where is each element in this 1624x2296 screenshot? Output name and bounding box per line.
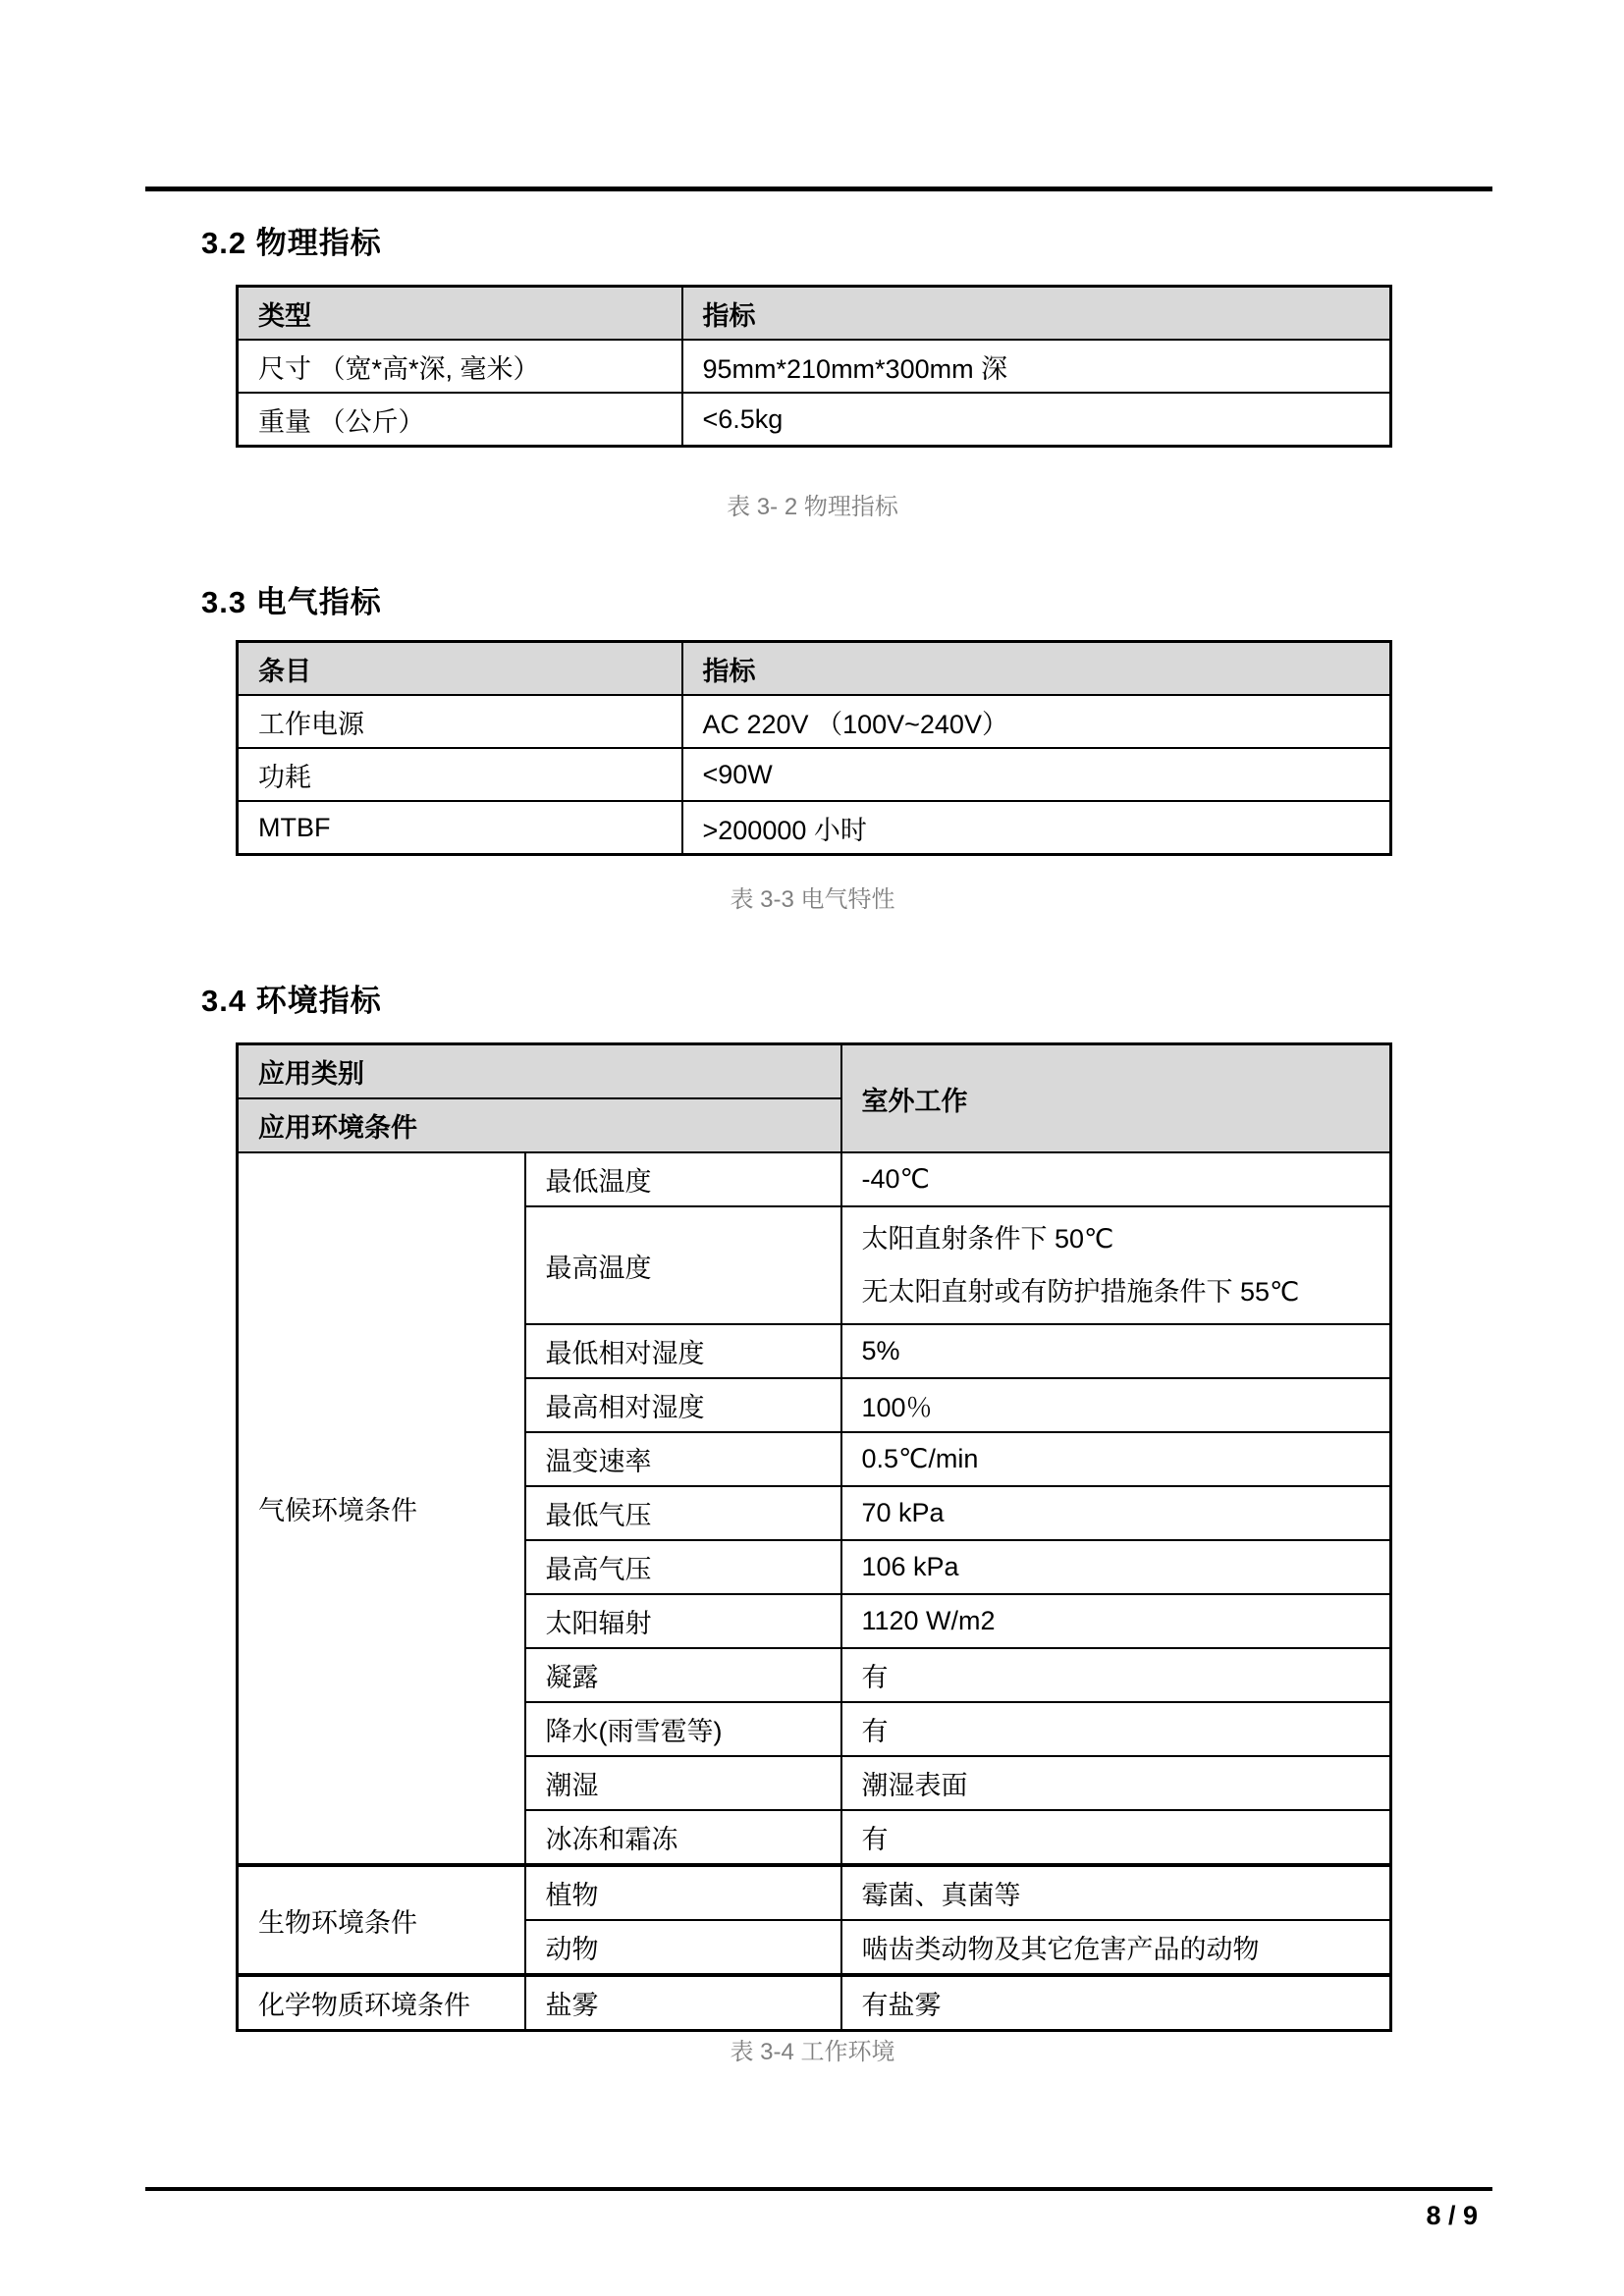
row-value-cell: 70 kPa — [841, 1486, 1391, 1540]
header-outdoor-operation: 室外工作 — [841, 1044, 1391, 1153]
table-header-row — [238, 287, 1391, 341]
table-caption-electrical: 表 3-3 电气特性 — [730, 886, 895, 913]
row-label-cell: 盐雾 — [525, 1975, 841, 2031]
row-value-cell: 106 kPa — [841, 1540, 1391, 1594]
row-label-cell: MTBF — [238, 801, 682, 855]
top-rule — [145, 187, 1492, 191]
row-value-cell — [841, 1206, 1391, 1324]
max-temp-line-2: 无太阳直射或有防护措施条件下 55℃ — [861, 1277, 1300, 1307]
table-row — [238, 801, 1391, 855]
row-value-cell: 1120 W/m2 — [841, 1594, 1391, 1648]
row-label-cell: 温变速率 — [525, 1432, 841, 1486]
group-label-climate: 气候环境条件 — [238, 1152, 525, 1865]
row-value-cell: 100％ — [841, 1378, 1391, 1432]
column-header-spec: 指标 — [682, 287, 1391, 341]
electrical-spec-table — [236, 640, 1392, 856]
row-label-cell: 凝露 — [525, 1648, 841, 1702]
row-label-cell: 最低温度 — [525, 1152, 841, 1206]
header-application-conditions: 应用环境条件 — [238, 1098, 841, 1152]
section-heading-physical: 3.2 物理指标 — [201, 226, 382, 260]
row-label-cell: 冰冻和霜冻 — [525, 1810, 841, 1865]
table-caption-physical: 表 3- 2 物理指标 — [727, 494, 898, 520]
row-value-cell: 0.5℃/min — [841, 1432, 1391, 1486]
row-label-cell: 最低气压 — [525, 1486, 841, 1540]
physical-spec-table — [236, 285, 1392, 448]
row-value-cell: <6.5kg — [682, 393, 1391, 447]
row-label-cell: 最高气压 — [525, 1540, 841, 1594]
row-value-cell: 有盐雾 — [841, 1975, 1391, 2031]
row-label-cell: 重量 （公斤） — [238, 393, 682, 447]
row-value-cell: 5% — [841, 1324, 1391, 1378]
environment-spec-table — [236, 1042, 1392, 2032]
row-label-cell: 降水(雨雪雹等) — [525, 1702, 841, 1756]
row-label-cell: 太阳辐射 — [525, 1594, 841, 1648]
table-row — [238, 748, 1391, 801]
column-header-spec: 指标 — [682, 642, 1391, 696]
section-heading-environment: 3.4 环境指标 — [201, 984, 382, 1018]
row-value-cell: <90W — [682, 748, 1391, 801]
table-row — [238, 1152, 1391, 1206]
row-value-cell: >200000 小时 — [682, 801, 1391, 855]
row-label-cell: 最高相对湿度 — [525, 1378, 841, 1432]
row-label-cell: 最高温度 — [525, 1206, 841, 1324]
row-value-cell: AC 220V （100V~240V） — [682, 695, 1391, 748]
row-value-cell: -40℃ — [841, 1152, 1391, 1206]
row-label-cell: 植物 — [525, 1865, 841, 1920]
table-row — [238, 695, 1391, 748]
row-value-cell: 有 — [841, 1810, 1391, 1865]
table-header-row — [238, 1044, 1391, 1099]
row-value-cell: 有 — [841, 1702, 1391, 1756]
footer-rule — [145, 2187, 1492, 2191]
table-row — [238, 1975, 1391, 2031]
max-temp-line-1: 太阳直射条件下 50℃ — [861, 1224, 1114, 1254]
table-row — [238, 393, 1391, 447]
row-value-cell: 有 — [841, 1648, 1391, 1702]
group-label-biological: 生物环境条件 — [238, 1865, 525, 1975]
row-label-cell: 潮湿 — [525, 1756, 841, 1810]
row-label-cell: 最低相对湿度 — [525, 1324, 841, 1378]
table-row — [238, 340, 1391, 393]
row-value-cell: 95mm*210mm*300mm 深 — [682, 340, 1391, 393]
row-value-cell: 啮齿类动物及其它危害产品的动物 — [841, 1920, 1391, 1975]
row-label-cell: 工作电源 — [238, 695, 682, 748]
group-label-chemical: 化学物质环境条件 — [238, 1975, 525, 2031]
table-caption-environment: 表 3-4 工作环境 — [730, 2039, 895, 2065]
page-number: 8 / 9 — [1426, 2201, 1478, 2230]
row-label-cell: 动物 — [525, 1920, 841, 1975]
header-application-category: 应用类别 — [238, 1044, 841, 1099]
section-heading-electrical: 3.3 电气指标 — [201, 585, 382, 619]
table-row — [238, 1865, 1391, 1920]
column-header-type: 类型 — [238, 287, 682, 341]
row-value-cell: 霉菌、真菌等 — [841, 1865, 1391, 1920]
row-label-cell: 尺寸 （宽*高*深, 毫米） — [238, 340, 682, 393]
column-header-item: 条目 — [238, 642, 682, 696]
row-value-cell: 潮湿表面 — [841, 1756, 1391, 1810]
table-header-row — [238, 642, 1391, 696]
row-label-cell: 功耗 — [238, 748, 682, 801]
